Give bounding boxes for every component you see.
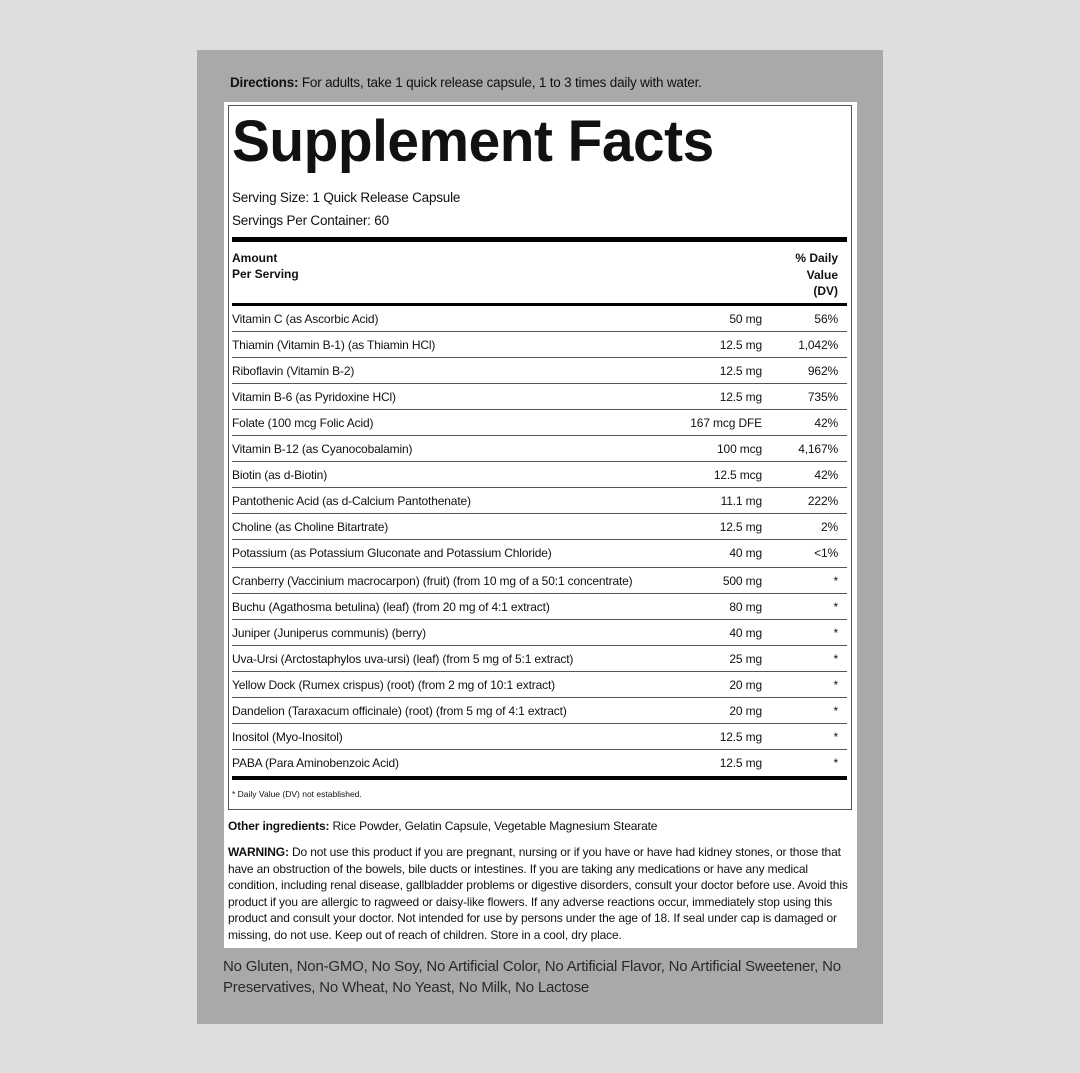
table-row: [232, 620, 847, 646]
ingredient-amount: 12.5 mg: [719, 338, 762, 352]
ingredient-name: Pantothenic Acid (as d-Calcium Pantothenate): [232, 494, 471, 508]
ingredient-amount: 500 mg: [722, 574, 762, 588]
ingredient-amount: 20 mg: [729, 678, 762, 692]
ingredient-name: Inositol (Myo-Inositol): [232, 730, 343, 744]
ingredient-name: Choline (as Choline Bitartrate): [232, 520, 389, 534]
dv-header-line1: % Daily: [795, 251, 838, 265]
ingredient-name: Vitamin C (as Ascorbic Acid): [232, 312, 379, 326]
amount-header-line2: Per Serving: [232, 267, 299, 281]
ingredient-amount: 50 mg: [729, 312, 762, 326]
ingredient-name: Riboflavin (Vitamin B-2): [232, 364, 355, 378]
table-row: [232, 462, 847, 488]
ingredient-daily-value: *: [833, 626, 838, 640]
warning-label: WARNING:: [228, 845, 289, 859]
ingredient-name: Vitamin B-6 (as Pyridoxine HCl): [232, 390, 396, 404]
table-row: [232, 384, 847, 410]
ingredient-name: Yellow Dock (Rumex crispus) (root) (from 2 mg of 10:1 extract): [232, 678, 556, 692]
amount-per-serving-header: [232, 250, 299, 282]
table-row: [232, 514, 847, 540]
ingredient-name: Uva-Ursi (Arctostaphylos uva-ursi) (leaf) (from 5 mg of 5:1 extract): [232, 652, 574, 666]
ingredient-daily-value: *: [833, 730, 838, 744]
ingredient-name: Cranberry (Vaccinium macrocarpon) (fruit) (from 10 mg of a 50:1 concentrate): [232, 574, 633, 588]
ingredient-name: Biotin (as d-Biotin): [232, 468, 328, 482]
ingredient-amount: 100 mcg: [717, 442, 762, 456]
warning-text: Do not use this product if you are pregnant, nursing or if you have or have had kidney stones, or those that have an obstruction of the bowels, bile ducts or intestines. If you are taking any medications or have any medical condition, including renal disease, gallbladder problems or digestive disorders, consult your doctor before use. Avoid this product if you are allergic to ragweed or daisy-like flowers. If any adverse reactions occur, immediately stop using this product and consult your doctor. Not intended for use by persons under the age of 18. If seal under cap is damaged or missing, do not use. Keep out of reach of children. Store in a cool, dry place.: [228, 845, 848, 942]
table-row: [232, 750, 847, 775]
ingredient-amount: 12.5 mcg: [713, 468, 762, 482]
ingredient-amount: 25 mg: [729, 652, 762, 666]
other-ingredients-text: Rice Powder, Gelatin Capsule, Vegetable Magnesium Stearate: [329, 819, 658, 833]
ingredient-amount: 167 mcg DFE: [690, 416, 762, 430]
other-ingredients-label: Other ingredients:: [228, 819, 330, 833]
ingredient-amount: 12.5 mg: [719, 390, 762, 404]
ingredient-daily-value: 56%: [814, 312, 838, 326]
directions: [230, 75, 850, 90]
table-row: [232, 540, 847, 568]
dv-header-line2: Value: [806, 267, 838, 282]
ingredient-name: Juniper (Juniperus communis) (berry): [232, 626, 426, 640]
servings-per-container: Servings Per Container: 60: [232, 213, 389, 228]
table-row: [232, 410, 847, 436]
ingredient-name: Dandelion (Taraxacum officinale) (root) (from 5 mg of 4:1 extract): [232, 704, 567, 718]
table-row: [232, 568, 847, 594]
facts-table: [232, 306, 847, 775]
table-row: [232, 358, 847, 384]
ingredient-daily-value: 735%: [807, 390, 838, 404]
table-row: [232, 646, 847, 672]
table-row: [232, 724, 847, 750]
ingredient-daily-value: 42%: [814, 468, 838, 482]
serving-size: Serving Size: 1 Quick Release Capsule: [232, 190, 461, 205]
directions-label: Directions:: [230, 75, 299, 90]
ingredient-amount: 40 mg: [729, 626, 762, 640]
ingredient-daily-value: *: [833, 652, 838, 666]
ingredient-amount: 12.5 mg: [719, 520, 762, 534]
daily-value-header: [760, 250, 838, 300]
dv-footnote: * Daily Value (DV) not established.: [232, 789, 362, 799]
ingredient-daily-value: *: [833, 678, 838, 692]
table-row: [232, 306, 847, 332]
ingredient-amount: 12.5 mg: [719, 364, 762, 378]
ingredient-daily-value: 2%: [820, 520, 838, 534]
free-from-statement: No Gluten, Non-GMO, No Soy, No Artificial Color, No Artificial Flavor, No Artificial Sweetener, No Preservatives, No Wheat, No Yeast, No Milk, No Lactose: [223, 958, 841, 996]
ingredient-daily-value: *: [833, 600, 838, 614]
ingredient-daily-value: *: [833, 704, 838, 718]
warning: [228, 844, 850, 943]
ingredient-amount: 12.5 mg: [719, 730, 762, 744]
supplement-facts-title: Supplement Facts: [232, 109, 714, 174]
ingredient-name: PABA (Para Aminobenzoic Acid): [232, 756, 399, 770]
ingredient-amount: 11.1 mg: [720, 494, 762, 508]
ingredient-daily-value: <1%: [814, 546, 838, 560]
table-row: [232, 332, 847, 358]
table-row: [232, 436, 847, 462]
footer-divider: [232, 776, 847, 780]
ingredient-amount: 20 mg: [729, 704, 762, 718]
ingredient-name: Vitamin B-12 (as Cyanocobalamin): [232, 442, 413, 456]
ingredient-daily-value: *: [833, 574, 838, 588]
ingredient-name: Potassium (as Potassium Gluconate and Potassium Chloride): [232, 546, 552, 560]
table-row: [232, 488, 847, 514]
ingredient-daily-value: 4,167%: [798, 442, 838, 456]
ingredient-amount: 80 mg: [729, 600, 762, 614]
table-row: [232, 698, 847, 724]
table-row: [232, 594, 847, 620]
ingredient-daily-value: *: [833, 756, 838, 770]
other-ingredients: [228, 819, 657, 833]
directions-text: For adults, take 1 quick release capsule, 1 to 3 times daily with water.: [298, 75, 702, 90]
ingredient-daily-value: 962%: [807, 364, 838, 378]
table-row: [232, 672, 847, 698]
ingredient-name: Buchu (Agathosma betulina) (leaf) (from 20 mg of 4:1 extract): [232, 600, 550, 614]
amount-header-line1: Amount: [232, 251, 278, 265]
ingredient-amount: 12.5 mg: [719, 756, 762, 770]
ingredient-daily-value: 222%: [807, 494, 838, 508]
ingredient-name: Thiamin (Vitamin B-1) (as Thiamin HCl): [232, 338, 436, 352]
dv-header-line3: (DV): [813, 284, 838, 298]
ingredient-name: Folate (100 mcg Folic Acid): [232, 416, 374, 430]
ingredient-amount: 40 mg: [729, 546, 762, 560]
ingredient-daily-value: 1,042%: [798, 338, 838, 352]
ingredient-daily-value: 42%: [814, 416, 838, 430]
header-divider: [232, 237, 847, 242]
